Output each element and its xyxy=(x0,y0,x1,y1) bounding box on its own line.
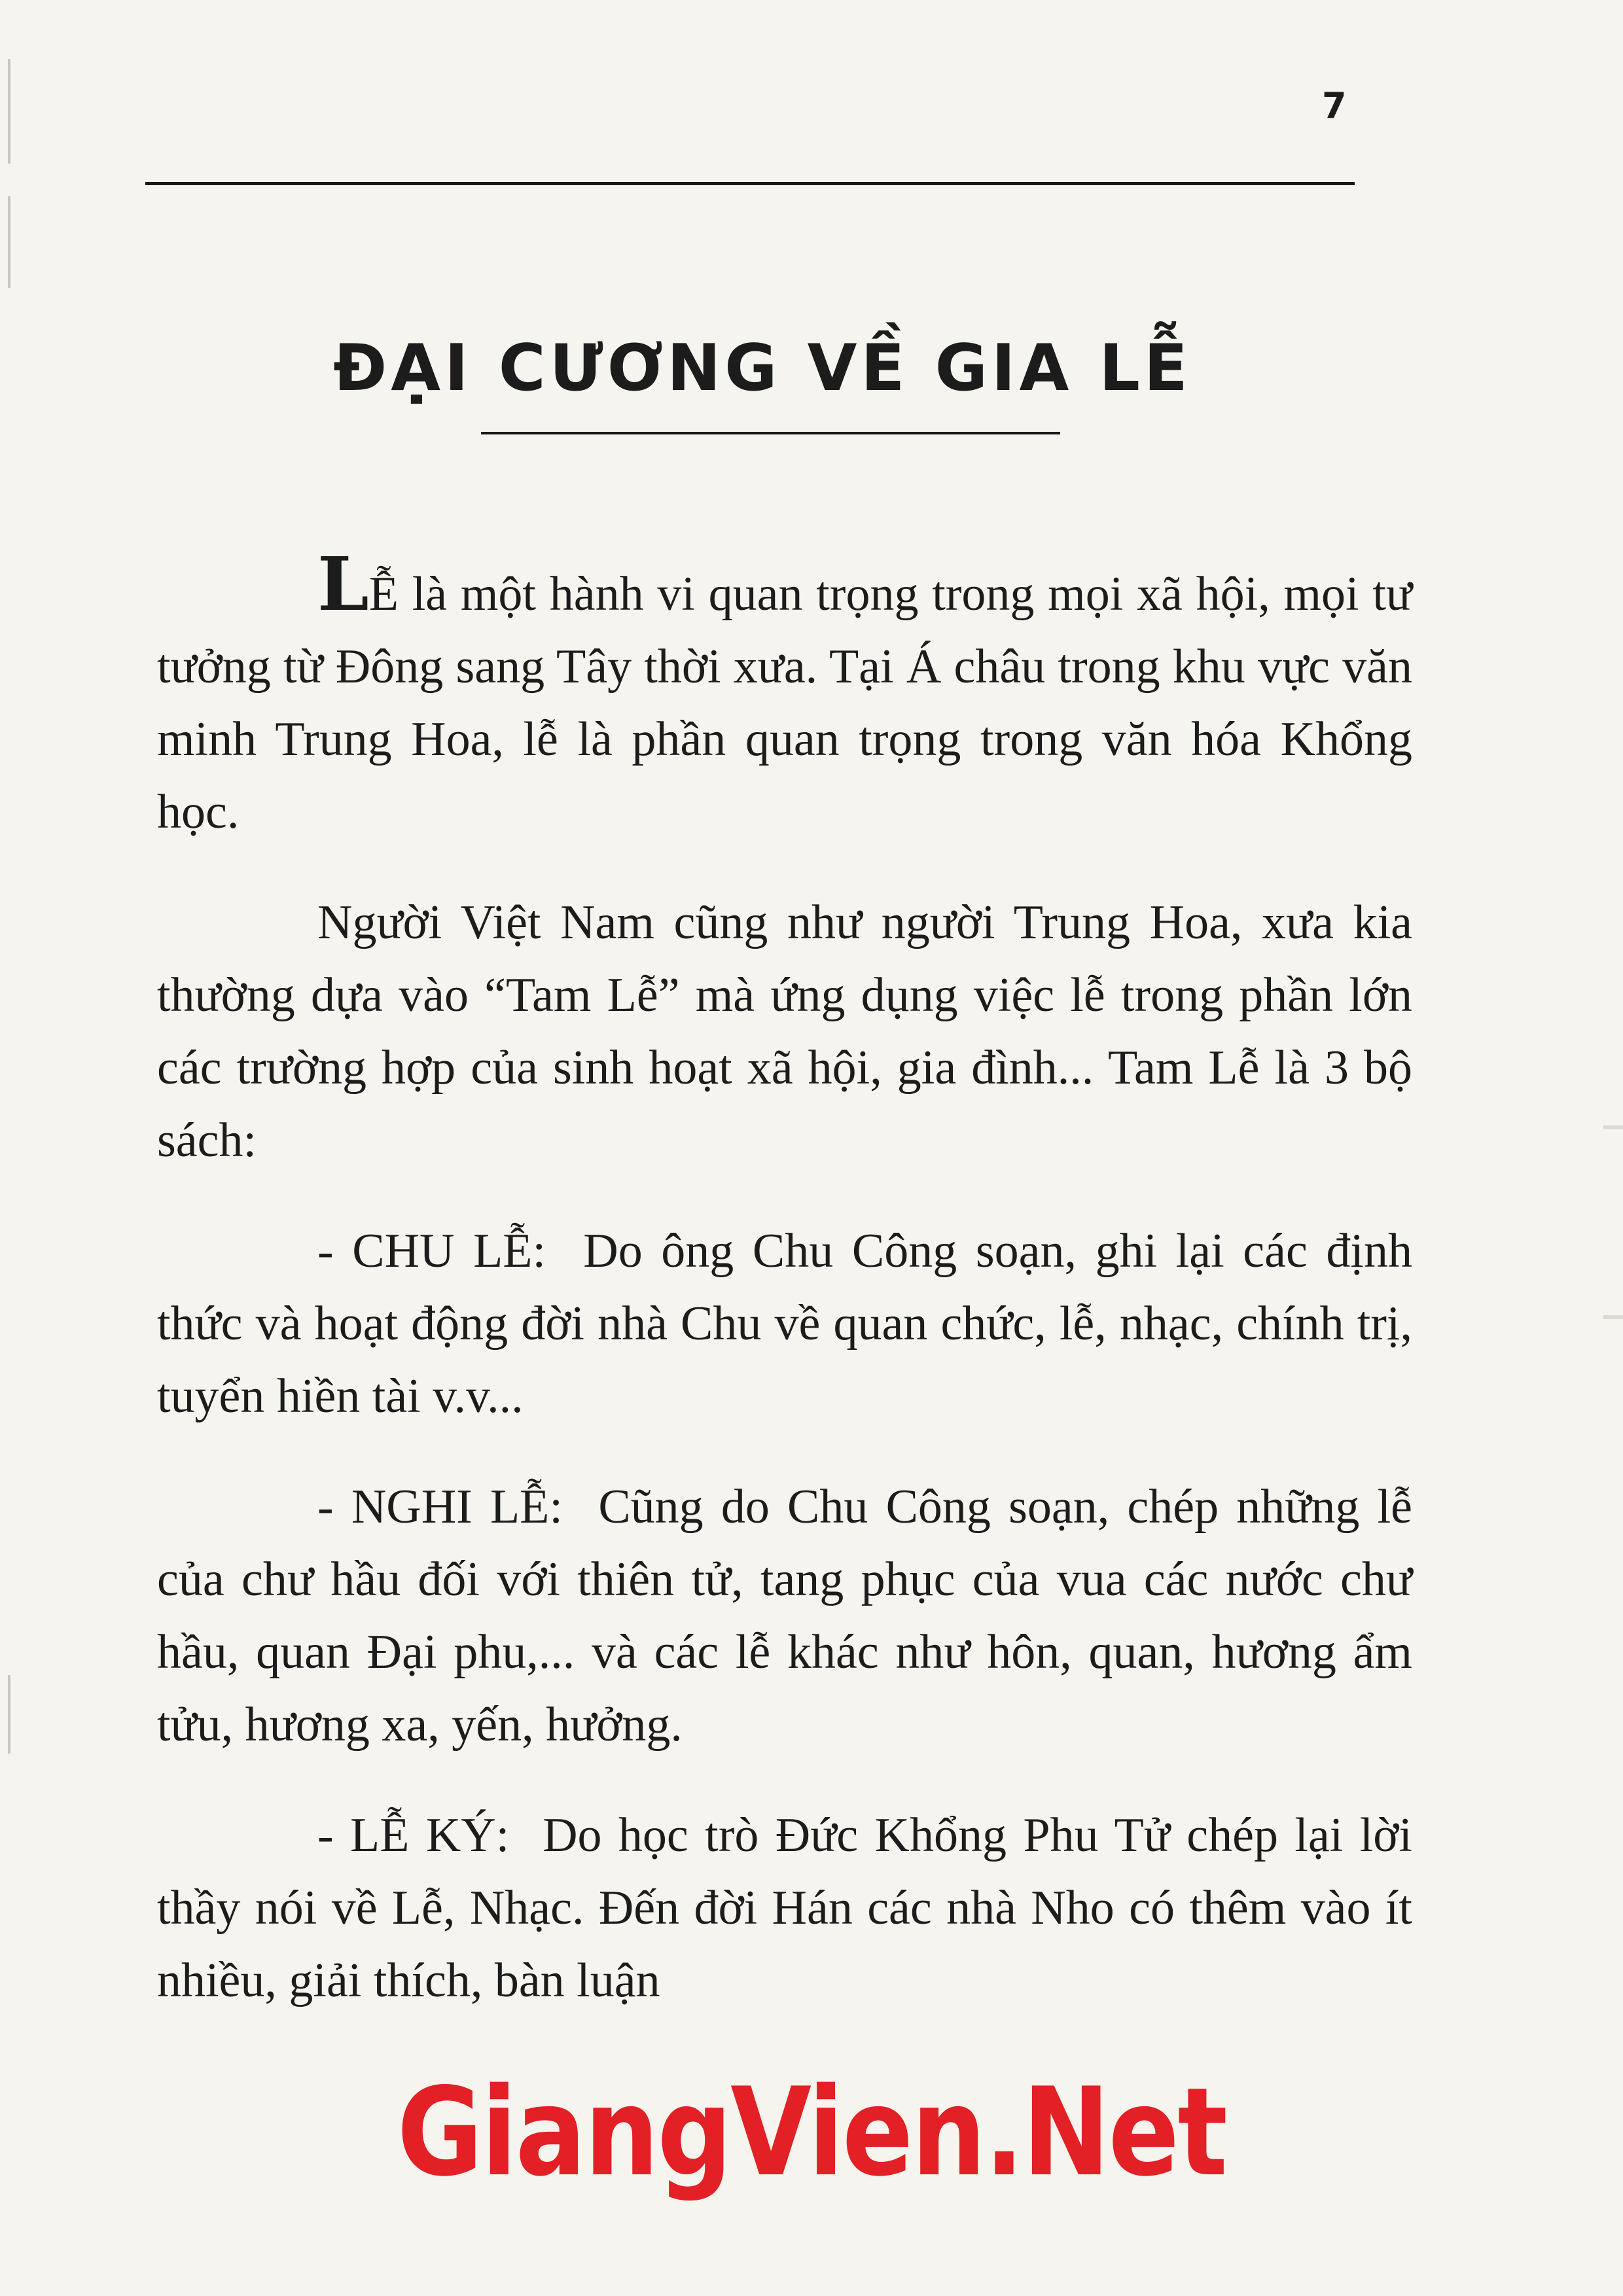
tam-le-paragraph: Người Việt Nam cũng như người Trung Hoa, xưa kia thường dựa vào “Tam Lễ” mà ứng dụng việc lễ trong phần lớn các trường hợp của sinh hoạt xã hội, gia đình... Tam Lễ là 3 bộ sách: xyxy=(157,896,1412,1167)
scan-margin-mark xyxy=(8,59,10,164)
nghi-le-text: Cũng do Chu Công soạn, chép những lễ của chư hầu đối với thiên tử, tang phục của vua các nước chư hầu, quan Đại phu,... và các lễ khác như hôn, quan, hương ẩm tửu, hương xa, yến, hưởng. xyxy=(157,1480,1413,1752)
intro-paragraph xyxy=(157,542,1412,849)
chu-le-paragraph xyxy=(157,1215,1412,1433)
chapter-title: ĐẠI CƯƠNG VỀ GIA LỄ xyxy=(333,331,1192,406)
intro-text: Ễ là một hành vi quan trọng trong mọi xã hội, mọi tư tưởng từ Đông sang Tây thời xưa. Tại Á châu trong khu vực văn minh Trung Hoa, lễ là phần quan trọng trong văn hóa Khổng học. xyxy=(157,567,1412,839)
nghi-le-paragraph xyxy=(157,1471,1412,1761)
body-text xyxy=(157,542,1413,2055)
page-number: 7 xyxy=(1322,85,1347,126)
le-ky-label: - LỄ KÝ: xyxy=(317,1809,510,1862)
scan-edge-mark xyxy=(1603,1315,1623,1319)
le-ky-text: Do học trò Đức Khổng Phu Tử chép lại lời thầy nói về Lễ, Nhạc. Đến đời Hán các nhà Nho có thêm vào ít nhiều, giải thích, bàn luận xyxy=(157,1809,1412,2007)
header-rule xyxy=(145,182,1355,185)
nghi-le-label: - NGHI LỄ: xyxy=(317,1480,563,1534)
drop-cap: L xyxy=(317,542,369,627)
chu-le-text: Do ông Chu Công soạn, ghi lại các định thức và hoạt động đời nhà Chu về quan chức, lễ, nhạc, chính trị, tuyển hiền tài v.v... xyxy=(157,1224,1412,1423)
watermark: GiangVien.Net xyxy=(397,2061,1226,2203)
scan-margin-mark xyxy=(8,1675,10,1754)
scan-edge-mark xyxy=(1603,1125,1623,1129)
chu-le-label: - CHU LỄ: xyxy=(317,1224,546,1278)
le-ky-paragraph xyxy=(157,1799,1412,2017)
scan-margin-mark xyxy=(8,196,10,288)
title-underline xyxy=(481,432,1060,434)
